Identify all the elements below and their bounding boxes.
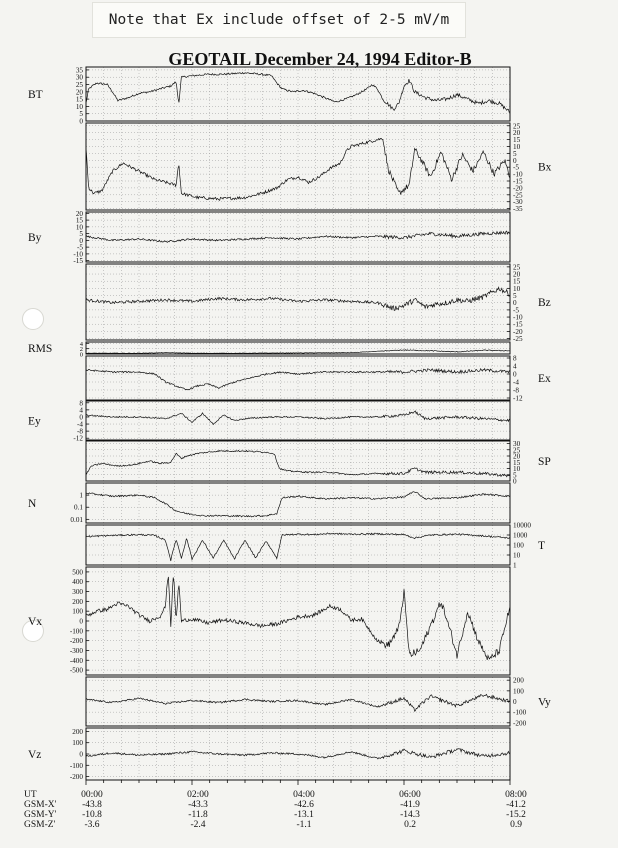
tick-label: -10	[513, 170, 523, 179]
tick-label: -15	[73, 257, 83, 266]
tick-label: 200	[72, 727, 83, 736]
tick-label: 100	[72, 739, 83, 748]
tick-label: 20	[75, 88, 83, 97]
tick-label: 4	[79, 406, 83, 415]
tick-label: 0	[79, 117, 83, 126]
tick-label: 10	[513, 284, 521, 293]
tick-label: 8	[513, 354, 517, 363]
footer-gsm-y: -11.8	[188, 810, 208, 820]
tick-label: -12	[513, 394, 523, 403]
panel-label-vx: Vx	[28, 616, 43, 628]
tick-label: 200	[72, 597, 83, 606]
footer-ut: 08:00	[505, 790, 527, 800]
footer-gsm-y: -10.8	[82, 810, 102, 820]
tick-label: -5	[513, 163, 519, 172]
tick-label: -200	[69, 773, 83, 782]
tick-label: 500	[72, 568, 83, 577]
footer-gsm-x: -41.2	[506, 800, 526, 810]
tick-label: 25	[513, 122, 521, 131]
footer-gsm-z: -1.1	[296, 820, 312, 830]
tick-label: -4	[513, 378, 519, 387]
tick-label: 10000	[513, 521, 531, 530]
trace-sp	[86, 450, 510, 476]
tick-label: 10	[513, 465, 521, 473]
tick-label: 0	[513, 370, 517, 379]
tick-label: 1	[79, 491, 83, 500]
tick-label: 5	[79, 110, 83, 119]
tick-label: 1000	[513, 531, 528, 540]
tick-label: 25	[75, 81, 83, 90]
tick-label: 20	[513, 452, 521, 461]
tick-label: 300	[72, 588, 83, 597]
tick-label: -20	[513, 327, 523, 336]
tick-label: -300	[69, 646, 83, 655]
footer-row-label: GSM-Y'	[24, 810, 57, 820]
tick-label: 0	[513, 477, 517, 486]
tick-label: -100	[69, 761, 83, 770]
tick-label: -100	[69, 627, 83, 636]
panel-label-bx: Bx	[538, 161, 552, 174]
tick-label: 25	[513, 446, 521, 455]
tick-label: 15	[513, 458, 521, 467]
tick-label: 15	[75, 216, 83, 225]
tick-label: 8	[79, 399, 83, 408]
panel-label-vz: Vz	[28, 749, 42, 761]
panel-label-t: T	[538, 540, 546, 552]
tick-label: -15	[513, 177, 523, 186]
tick-label: 0	[513, 698, 517, 706]
tick-label: 5	[79, 230, 83, 239]
footer-gsm-z: 0.2	[404, 820, 416, 830]
tick-label: 20	[513, 270, 521, 279]
footer-row-label: GSM-X'	[24, 800, 57, 810]
tick-label: 100	[72, 607, 83, 616]
tick-label: -25	[513, 191, 523, 200]
footer-gsm-x: -42.6	[294, 800, 314, 810]
tick-label: -12	[73, 434, 83, 443]
tick-label: -8	[77, 427, 83, 436]
footer-gsm-x: -41.9	[400, 800, 420, 810]
footer-ut: 04:00	[293, 790, 315, 800]
tick-label: 0.1	[74, 503, 83, 512]
trace-vy	[86, 694, 510, 711]
chart-title: GEOTAIL December 24, 1994 Editor-B	[168, 49, 472, 69]
tick-label: 15	[513, 136, 521, 145]
panel-label-vy: Vy	[538, 696, 551, 709]
tick-label: 200	[513, 676, 524, 685]
offset-note: Note that Ex include offset of 2-5 mV/m	[92, 2, 466, 38]
footer-row-label: GSM-Z'	[24, 820, 56, 830]
tick-label: 20	[75, 209, 83, 218]
tick-label: 10	[513, 551, 521, 560]
footer-ut: 00:00	[81, 790, 103, 800]
tick-label: 100	[513, 687, 524, 696]
tick-label: -200	[513, 719, 527, 728]
tick-label: 0	[79, 750, 83, 759]
tick-label: 5	[513, 292, 517, 301]
footer-ut: 02:00	[187, 790, 209, 800]
tick-label: 30	[75, 73, 83, 82]
footer-gsm-y: -14.3	[400, 810, 420, 820]
footer-gsm-x: -43.3	[188, 800, 208, 810]
tick-label: -10	[513, 313, 523, 322]
tick-label: 15	[513, 277, 521, 286]
tick-label: -20	[513, 184, 523, 193]
tick-label: -8	[513, 386, 519, 395]
tick-label: 0	[513, 156, 517, 165]
tick-label: 10	[75, 223, 83, 232]
tick-label: 0	[79, 413, 83, 422]
panel-label-ey: Ey	[28, 415, 41, 428]
tick-label: 5	[513, 471, 517, 480]
tick-label: -5	[513, 306, 519, 315]
tick-label: -100	[513, 708, 527, 717]
tick-label: -10	[73, 250, 83, 259]
tick-label: -200	[69, 637, 83, 646]
tick-label: 0	[79, 617, 83, 626]
panel-label-ex: Ex	[538, 373, 551, 385]
tick-label: 0	[513, 299, 517, 308]
tick-label: 15	[75, 95, 83, 104]
tick-label: 100	[513, 541, 524, 550]
tick-label: 10	[513, 142, 521, 151]
tick-label: -4	[77, 420, 83, 429]
tick-label: -15	[513, 320, 523, 329]
tick-label: 20	[513, 129, 521, 138]
footer-gsm-z: 0.9	[510, 820, 522, 830]
panel-label-bt: BT	[28, 89, 43, 101]
tick-label: -35	[513, 205, 523, 214]
tick-label: 5	[513, 149, 517, 158]
footer-gsm-y: -13.1	[294, 810, 314, 820]
footer-gsm-y: -15.2	[506, 810, 526, 820]
tick-label: 0	[79, 351, 83, 359]
tick-label: 400	[72, 578, 83, 587]
tick-label: -500	[69, 666, 83, 675]
tick-label: 4	[79, 340, 83, 348]
footer-gsm-z: -2.4	[190, 820, 206, 830]
tick-label: -25	[513, 335, 523, 344]
tick-label: 30	[513, 440, 521, 448]
tick-label: 4	[513, 362, 517, 371]
tick-label: -30	[513, 198, 523, 207]
footer-ut: 06:00	[399, 790, 421, 800]
panel-label-bz: Bz	[538, 297, 551, 309]
tick-label: 0.01	[70, 515, 83, 524]
tick-label: 2	[79, 346, 83, 354]
tick-label: 25	[513, 263, 521, 272]
tick-label: 1	[513, 561, 517, 570]
panel-label-by: By	[28, 232, 42, 244]
panel-label-n: N	[28, 498, 37, 510]
tick-label: -400	[69, 656, 83, 665]
footer-gsm-x: -43.8	[82, 800, 102, 810]
tick-label: -5	[77, 243, 83, 252]
panel-label-sp: SP	[538, 456, 551, 468]
tick-label: 35	[75, 66, 83, 75]
tick-label: 0	[79, 236, 83, 245]
tick-label: 10	[75, 102, 83, 111]
footer-row-label: UT	[24, 790, 37, 800]
panel-label-rms: RMS	[28, 343, 53, 355]
footer-gsm-z: -3.6	[84, 820, 100, 830]
